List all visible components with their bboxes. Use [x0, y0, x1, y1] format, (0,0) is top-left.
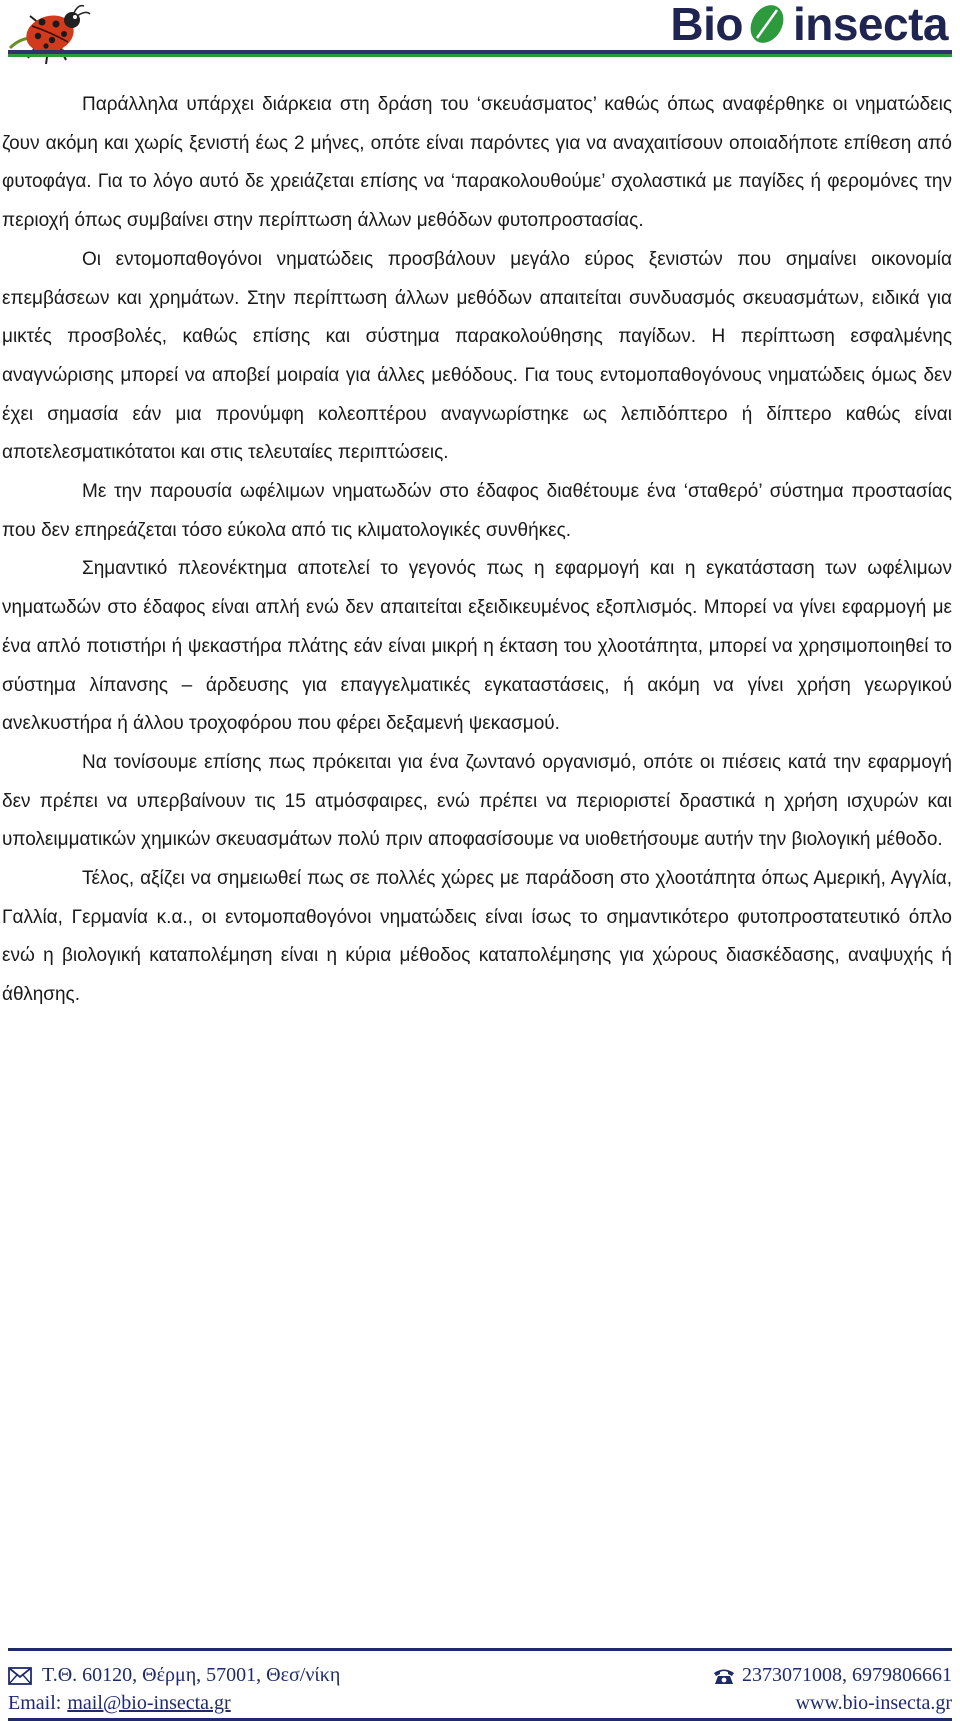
brand-text-insecta: insecta — [792, 0, 948, 50]
brand-text-bio: Bio — [670, 0, 743, 50]
leaf-icon — [747, 2, 787, 46]
paragraph: Να τονίσουμε επίσης πως πρόκειται για ένα ζωντανό οργανισμό, οπότε οι πιέσεις κατά την εφαρμογή δεν πρέπει να υπερβαίνουν τις 15 ατμόσφαιρες, ενώ πρέπει να περιοριστεί δραστικά η χρήση ισχυρών και υπολειμματικών χημικών σκευασμάτων πολύ πριν αποφασίσουμε να υιοθετήσουμε αυτήν την βιολογική μέθοδο. — [2, 751, 952, 851]
brand-logo — [670, 0, 948, 50]
phone-text: 2373071008, 6979806661 — [742, 1664, 952, 1686]
paragraph: Παράλληλα υπάρχει διάρκεια στη δράση του ‘σκευάσματος’ καθώς όπως αναφέρθηκε οι νηματώδεις ζουν ακόμη και χωρίς ξενιστή έως 2 μήνες, οπότε είναι παρόντες για να αναχαιτίσουν οποιαδήποτε επίθεση από φυτοφάγα. Για το λόγο αυτό δε χρειάζεται επίσης να ‘παρακολουθούμε’ σχολαστικά με παγίδες ή φερομόνες την περιοχή όπως συμβαίνει στην περίπτωση άλλων μεθόδων φυτοπροστασίας. — [2, 94, 952, 232]
telephone-icon — [712, 1667, 736, 1685]
email-label: Email: — [8, 1692, 62, 1714]
paragraph: Σημαντικό πλεονέκτημα αποτελεί το γεγονός πως η εφαρμογή και η εγκατάσταση των ωφέλιμων νηματωδών στο έδαφος είναι απλή ενώ δεν απαιτείται εξειδικευμένος εξοπλισμός. Μπορεί να γίνει εφαρμογή με ένα απλό ποτιστήρι ή ψεκαστήρα πλάτης εάν είναι μικρή η έκταση του χλοοτάπητα, μπορεί να χρησιμοποιηθεί το σύστημα λίπανσης – άρδευσης για επαγγελματικές εγκαταστάσεις, ή ακόμη να γίνει χρήση γεωργικού ανελκυστήρα ή άλλου τροχοφόρου που φέρει δεξαμενή ψεκασμού. — [2, 558, 952, 735]
page-header — [0, 0, 960, 62]
footer-phone — [712, 1664, 952, 1687]
footer-address — [8, 1664, 340, 1687]
website-link[interactable]: www.bio-insecta.gr — [795, 1692, 952, 1714]
address-text: Τ.Θ. 60120, Θέρμη, 57001, Θεσ/νίκη — [42, 1664, 341, 1686]
ladybug-icon — [6, 2, 96, 74]
envelope-icon — [8, 1667, 32, 1685]
header-divider-green — [8, 54, 952, 57]
footer-email — [8, 1692, 231, 1715]
footer-web-row — [0, 1692, 960, 1718]
document-body — [2, 86, 952, 1015]
footer-divider-top — [8, 1648, 952, 1651]
page-footer — [0, 1640, 960, 1721]
paragraph: Τέλος, αξίζει να σημειωθεί πως σε πολλές χώρες με παράδοση στο χλοοτάπητα όπως Αμερική, Αγγλία, Γαλλία, Γερμανία κ.α., οι εντομοπαθογόνοι νηματώδεις είναι ίσως το σημαντικότερο φυτοπροστατευτικό όπλο ενώ η βιολογική καταπολέμηση είναι η κύρια μέθοδος καταπολέμησης για χώρους διασκέδασης, αναψυχής ή άθλησης. — [2, 868, 952, 1006]
paragraph: Με την παρουσία ωφέλιμων νηματωδών στο έδαφος διαθέτουμε ένα ‘σταθερό’ σύστημα προστασίας που δεν επηρεάζεται τόσο εύκολα από τις κλιματολογικές συνθήκες. — [2, 481, 952, 541]
paragraph: Οι εντομοπαθογόνοι νηματώδεις προσβάλουν μεγάλο εύρος ξενιστών που σημαίνει οικονομία επεμβάσεων και χρημάτων. Στην περίπτωση άλλων μεθόδων απαιτείται συνδυασμός σκευασμάτων, ειδικά για μικτές προσβολές, καθώς επίσης και σύστημα παρακολούθησης παγίδων. Η περίπτωση εσφαλμένης αναγνώρισης μπορεί να αποβεί μοιραία για άλλες μεθόδους. Για τους εντομοπαθογόνους νηματώδεις όμως δεν έχει σημασία εάν μια προνύμφη κολεοπτέρου αναγνωρίστηκε ως λεπιδόπτερο ή δίπτερο καθώς είναι αποτελεσματικότατοι και στις τελευταίες περιπτώσεις. — [2, 248, 952, 464]
footer-website — [796, 1692, 952, 1715]
footer-contact-row — [0, 1664, 960, 1690]
email-link[interactable]: mail@bio-insecta.gr — [67, 1692, 231, 1714]
